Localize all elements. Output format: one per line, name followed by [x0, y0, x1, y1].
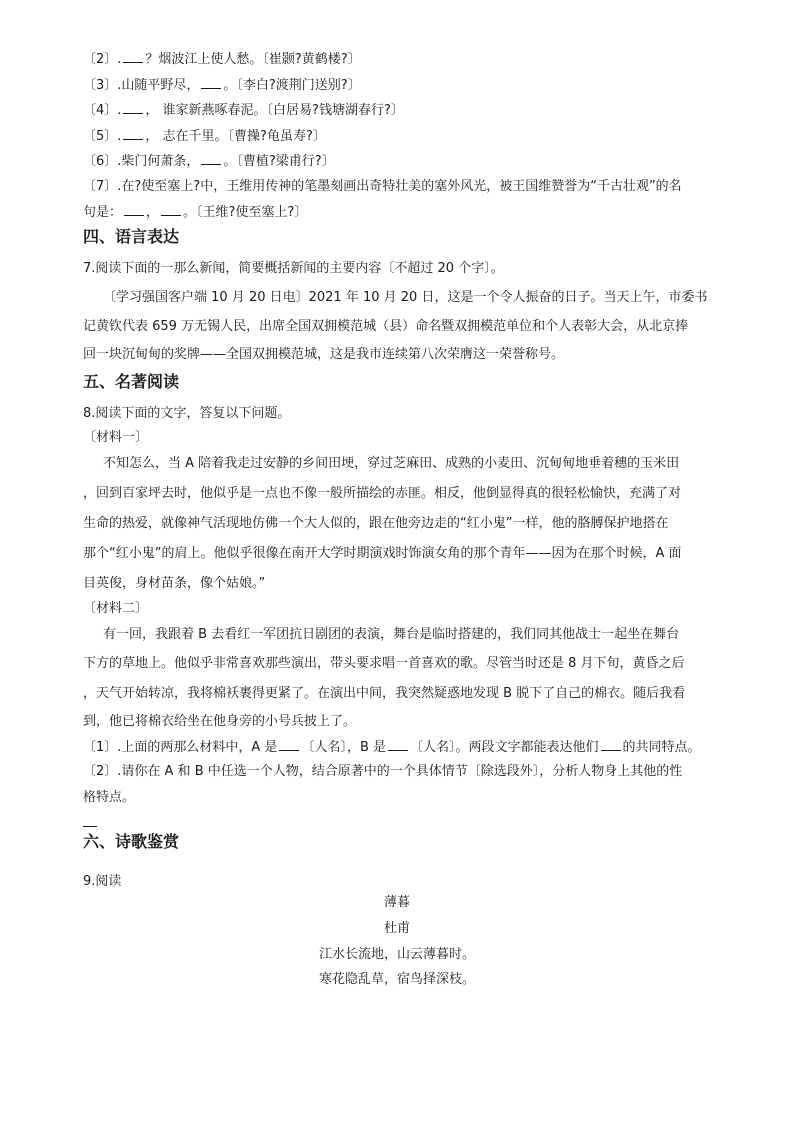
- material-2-line: 有一回，我跟着 B 去看红一军团抗日剧团的表演，舞台是临时搭建的，我们同其他战士一起坐在舞台: [103, 627, 680, 642]
- poem-author: 杜甫: [383, 921, 410, 936]
- answer-blank[interactable]: [201, 76, 221, 89]
- q6-item-4: [83, 101, 404, 120]
- item-text: 句是：: [83, 205, 123, 220]
- q6-item-7-line2: [83, 203, 307, 222]
- section-heading-classics: 五、名著阅读: [83, 372, 180, 391]
- poem-line: 江水长流地，山云薄暮时。: [318, 947, 475, 962]
- q6-item-5: [83, 127, 326, 146]
- material-1-line: 那个“红小鬼”的肩上。他似乎很像在南开大学时期演戏时饰演女角的那个青年——因为在那个时候，A 面: [83, 546, 682, 561]
- item-text: 〔6〕.柴门何萧条，: [83, 154, 200, 169]
- news-paragraph-line: 记黄钦代表 659 万无锡人民，出席全国双拥模范城（县）命名暨双拥模范单位和个人表彰大会，从北京捧: [83, 319, 689, 334]
- item-text: 。〔王维?使至塞上?〕: [183, 205, 308, 220]
- material-2-line: 下方的草地上。他似乎非常喜欢那些演出，带头要求唱一首喜欢的歌。尽管当时还是 8 月下旬，黄昏之后: [83, 656, 685, 671]
- item-text: ？烟波江上使人愁。〔崔颢?黄鹤楼?〕: [145, 52, 361, 67]
- item-text: 的共同特点。: [622, 740, 701, 755]
- answer-blank[interactable]: [161, 203, 181, 216]
- item-text: 。〔李白?渡荆门送别?〕: [223, 78, 361, 93]
- q6-item-2: [83, 50, 361, 69]
- answer-blank[interactable]: [124, 203, 144, 216]
- section-heading-poetry: 六、诗歌鉴赏: [83, 832, 180, 851]
- material-2-line: 到，他已将棉衣给坐在他身旁的小号兵披上了。: [83, 714, 357, 729]
- material-1-line: 生命的热爱，就像神气活现地仿佛一个大人似的，跟在他旁边走的“红小鬼”一样，他的胳膊保护地搭在: [83, 516, 669, 531]
- item-text: 〔人名〕。两段文字都能表达他们: [410, 740, 599, 755]
- item-label: 〔4〕.: [83, 103, 122, 118]
- q6-item-7-line1: 〔7〕.在?使至塞上?中，王维用传神的笔墨刻画出奇特壮美的塞外风光，被王国维赞誉为“千古壮观”的名: [83, 179, 682, 194]
- answer-blank[interactable]: [123, 50, 143, 63]
- poem-line: 寒花隐乱草，宿鸟择深枝。: [318, 972, 475, 987]
- material-1-label: 〔材料一〕: [83, 430, 149, 445]
- q9-stem: 9.阅读: [83, 874, 122, 889]
- item-text: ， 志在千里。〔曹操?龟虽寿?〕: [145, 129, 326, 144]
- q8-stem: 8.阅读下面的文字，答复以下问题。: [83, 406, 291, 421]
- material-1-line: 目英俊，身材苗条，像个姑娘。”: [83, 576, 266, 591]
- item-text: 〔3〕.山随平野尽，: [83, 78, 200, 93]
- item-text: ，: [146, 205, 160, 220]
- item-text: 〔人名〕，B 是: [301, 740, 386, 755]
- item-label: 〔5〕.: [83, 129, 122, 144]
- item-text: ， 谁家新燕啄春泥。〔白居易?钱塘湖春行?〕: [145, 103, 404, 118]
- section-heading-language: 四、语言表达: [83, 227, 180, 246]
- item-label: 〔2〕.: [83, 52, 122, 67]
- answer-line[interactable]: [83, 826, 97, 827]
- answer-blank[interactable]: [123, 101, 143, 114]
- material-2-label: 〔材料二〕: [83, 601, 149, 616]
- q8-sub2-line1: 〔2〕.请你在 A 和 B 中任选一个人物，结合原著中的一个具体情节〔除选段外〕，分析人物身上其他的性: [83, 764, 683, 779]
- news-paragraph-line: 回一块沉甸甸的奖牌——全国双拥模范城，这是我市连续第八次荣膺这一荣誉称号。: [83, 347, 565, 362]
- answer-blank[interactable]: [201, 152, 221, 165]
- item-text: 〔1〕.上面的两那么材料中，A 是: [83, 740, 278, 755]
- poem-title: 薄暮: [383, 895, 410, 910]
- answer-blank[interactable]: [388, 738, 408, 751]
- q7-stem: 7.阅读下面的一那么新闻，简要概括新闻的主要内容〔不超过 20 个字〕。: [83, 261, 504, 276]
- q6-item-6: [83, 152, 335, 171]
- answer-blank[interactable]: [279, 738, 299, 751]
- answer-blank[interactable]: [601, 738, 621, 751]
- material-1-line: 不知怎么，当 A 陪着我走过安静的乡间田埂，穿过芝麻田、成熟的小麦田、沉甸甸地垂着穗的玉米田: [103, 456, 680, 471]
- answer-blank[interactable]: [123, 127, 143, 140]
- material-1-line: ，回到百家坪去时，他似乎是一点也不像一般所描绘的赤匪。相反，他倒显得真的很轻松愉快，充满了对: [83, 486, 682, 501]
- material-2-line: ，天气开始转凉，我将棉袄裹得更紧了。在演出中间，我突然疑惑地发现 B 脱下了自己的棉衣。随后我看: [83, 686, 686, 701]
- item-text: 。〔曹植?梁甫行?〕: [223, 154, 335, 169]
- news-paragraph-line: 〔学习强国客户端 10 月 20 日电〕2021 年 10 月 20 日，这是一个令人振奋的日子。当天上午，市委书: [103, 290, 708, 305]
- q8-sub2-line2: 格特点。: [83, 790, 136, 805]
- q6-item-3: [83, 76, 361, 95]
- q8-sub1: [83, 738, 701, 757]
